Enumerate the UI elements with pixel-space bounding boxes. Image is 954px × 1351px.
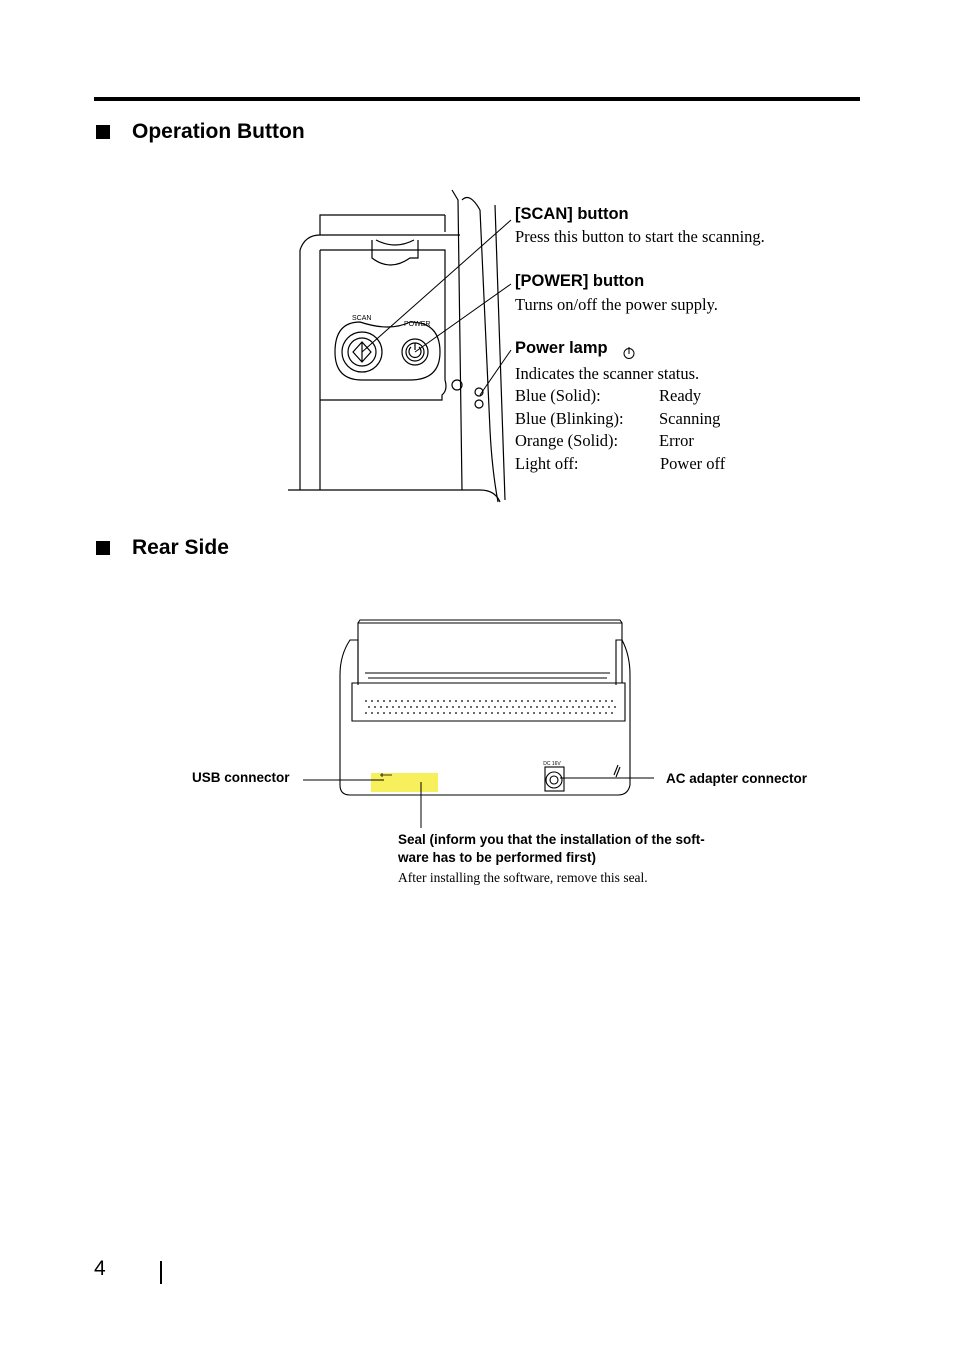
ac-adapter-connector-label: AC adapter connector bbox=[666, 771, 808, 786]
status-row bbox=[515, 454, 775, 476]
status-state: Light off: bbox=[515, 454, 579, 473]
footer-divider bbox=[160, 1261, 162, 1284]
scan-button-title: [SCAN] button bbox=[515, 205, 629, 223]
operation-leader-lines bbox=[0, 0, 954, 520]
usb-connector-label: USB connector bbox=[192, 770, 290, 785]
dc-voltage-mark: DC 16V bbox=[543, 761, 561, 767]
status-meaning: Ready bbox=[659, 386, 702, 405]
scan-panel-label: SCAN bbox=[352, 315, 372, 322]
power-button-desc: Turns on/off the power supply. bbox=[515, 295, 718, 314]
rear-heading-text: Rear Side bbox=[132, 536, 229, 559]
power-lamp-desc: Indicates the scanner status. bbox=[515, 364, 700, 383]
seal-title-line2: ware has to be performed first) bbox=[398, 850, 597, 865]
square-bullet-icon bbox=[96, 541, 110, 555]
scan-button-desc: Press this button to start the scanning. bbox=[515, 227, 765, 246]
status-state: Orange (Solid): bbox=[515, 431, 619, 450]
seal-desc: After installing the software, remove this seal. bbox=[398, 870, 648, 885]
rear-section-heading bbox=[96, 536, 229, 560]
status-state: Blue (Solid): bbox=[515, 386, 601, 405]
vent-holes bbox=[365, 700, 616, 714]
status-meaning: Scanning bbox=[659, 409, 721, 428]
page-number: 4 bbox=[94, 1257, 106, 1280]
power-button-title: [POWER] button bbox=[515, 272, 645, 290]
status-meaning: Power off bbox=[660, 454, 726, 473]
power-symbol-icon bbox=[622, 346, 636, 360]
operation-heading-text: Operation Button bbox=[132, 120, 305, 143]
status-row bbox=[515, 386, 775, 408]
power-panel-label: POWER bbox=[404, 321, 431, 328]
power-lamp-title: Power lamp bbox=[515, 339, 608, 357]
seal-title-line1: Seal (inform you that the installation of the soft- bbox=[398, 832, 705, 847]
status-meaning: Error bbox=[659, 431, 694, 450]
status-row bbox=[515, 409, 775, 431]
status-row bbox=[515, 431, 775, 453]
rear-leader-lines bbox=[0, 760, 954, 840]
status-state: Blue (Blinking): bbox=[515, 409, 624, 428]
